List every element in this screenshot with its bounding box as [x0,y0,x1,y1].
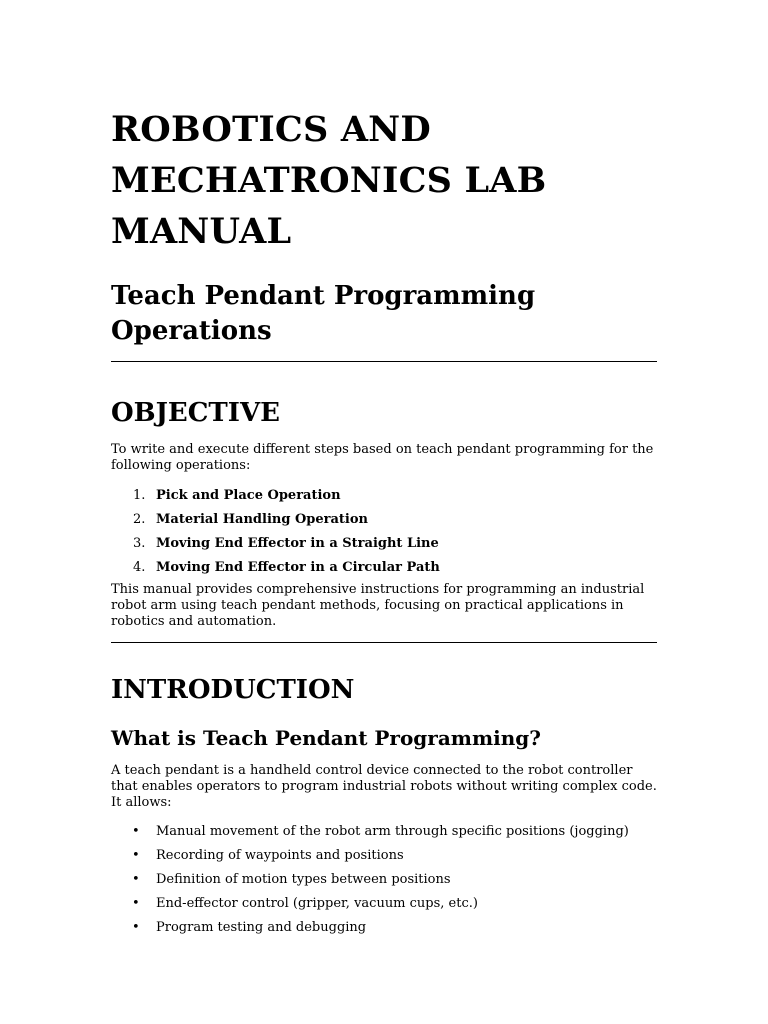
introduction-section [111,673,657,936]
divider-2 [111,642,657,643]
title-line-1: ROBOTICS AND [111,109,431,150]
capabilities-list [111,824,657,936]
document-title [111,104,657,257]
bullet-icon: • [132,920,140,935]
list-item-text: Definition of motion types between positions [156,872,451,887]
introduction-heading: INTRODUCTION [111,675,355,705]
introduction-subheading: What is Teach Pendant Programming? [111,726,541,750]
list-item-text: Recording of waypoints and positions [156,848,404,863]
list-item-number: 1. [133,488,146,503]
operations-list [111,488,657,576]
bullet-icon: • [132,872,140,887]
title-line-3: MANUAL [111,211,292,252]
subtitle-line-2: Operations [111,316,272,346]
list-item-text: Pick and Place Operation [156,488,341,503]
list-item-number: 3. [133,536,146,551]
list-item [111,920,657,936]
list-item-text: Material Handling Operation [156,512,368,527]
list-item [111,512,657,528]
list-item-text: Moving End Effector in a Circular Path [156,560,440,575]
subtitle-line-1: Teach Pendant Programming [111,281,536,311]
introduction-paragraph: A teach pendant is a handheld control device connected to the robot controller that enables operators to program industrial robots without writing complex code. It allows: [111,763,657,810]
list-item [111,488,657,504]
list-item-text: Manual movement of the robot arm through specific positions (jogging) [156,824,629,839]
document-subtitle [111,279,657,349]
objective-summary: This manual provides comprehensive instructions for programming an industrial robot arm using teach pendant methods, focusing on practical applications in robotics and automation. [111,582,645,629]
bullet-icon: • [132,896,140,911]
divider-1 [111,361,657,362]
title-line-2: MECHATRONICS LAB [111,160,547,201]
list-item-number: 2. [133,512,146,527]
list-item-text: Moving End Effector in a Straight Line [156,536,439,551]
list-item-number: 4. [133,560,146,575]
list-item [111,560,657,576]
list-item [111,872,657,888]
list-item [111,848,657,864]
list-item-text: End-effector control (gripper, vacuum cups, etc.) [156,896,478,911]
objective-heading: OBJECTIVE [111,398,280,428]
list-item [111,536,657,552]
list-item-text: Program testing and debugging [156,920,367,935]
list-item [111,824,657,840]
objective-section [111,396,657,630]
list-item [111,896,657,912]
bullet-icon: • [132,824,140,839]
bullet-icon: • [132,848,140,863]
objective-intro: To write and execute different steps based on teach pendant programming for the following operations: [111,442,654,473]
